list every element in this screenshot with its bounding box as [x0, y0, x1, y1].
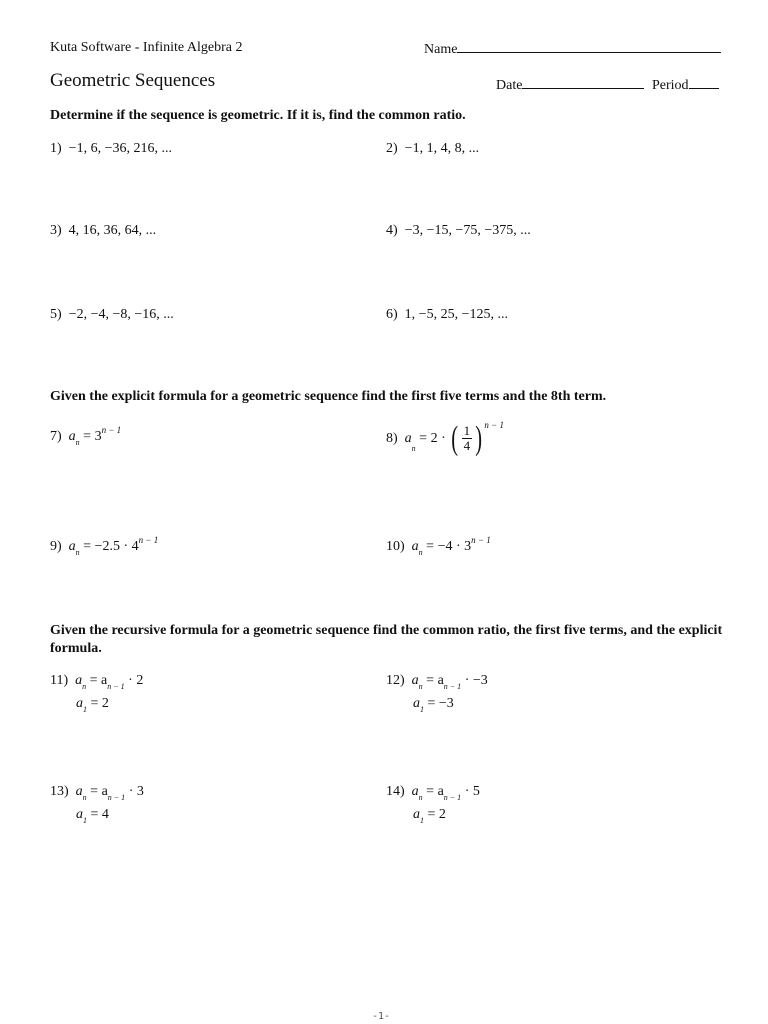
- problem-12-initial: $a_1 = -3$: [413, 696, 454, 714]
- section2-instruction: Given the explicit formula for a geometric sequence find the first five terms and the 8th term.: [50, 389, 607, 404]
- problem-12: 12) $a_n = a_{n - 1} \cdot -3$: [386, 673, 488, 691]
- publisher-label: Kuta Software - Infinite Algebra 2: [50, 40, 243, 55]
- problem-13: 13) $a_n = a_{n - 1} \cdot 3$: [50, 784, 144, 802]
- period-label: Period: [652, 78, 689, 93]
- problem-7: 7) $a_n = 3^{n - 1}$: [50, 425, 122, 447]
- problem-5: 5) −2, −4, −8, −16, ...: [50, 307, 174, 322]
- problem-2: 2) −1, 1, 4, 8, ...: [386, 141, 480, 156]
- problem-14-initial: $a_1 = 2$: [413, 807, 446, 825]
- problem-11: 11) $a_n = a_{n - 1} \cdot 2$: [50, 673, 144, 691]
- name-field[interactable]: [424, 40, 721, 58]
- date-blank[interactable]: [522, 76, 644, 89]
- page-number: -1-: [372, 1011, 391, 1022]
- date-field[interactable]: [496, 76, 644, 94]
- section1-instruction: Determine if the sequence is geometric. If it is, find the common ratio.: [50, 108, 466, 123]
- problem-13-initial: $a_1 = 4$: [76, 807, 109, 825]
- problem-4: 4) −3, −15, −75, −375, ...: [386, 223, 531, 238]
- problem-1: 1) −1, 6, −36, 216, ...: [50, 141, 172, 156]
- problem-11-initial: $a_1 = 2$: [76, 696, 109, 714]
- problem-9: 9) $a_n = -2.5 \cdot 4^{n - 1}$: [50, 535, 159, 557]
- name-label: Name: [424, 42, 458, 57]
- problem-14: 14) $a_n = a_{n - 1} \cdot 5$: [386, 784, 480, 802]
- section3-instruction: Given the recursive formula for a geometric sequence find the common ratio, the first five terms, and the explicit formula.: [50, 623, 723, 656]
- problem-6: 6) 1, −5, 25, −125, ...: [386, 307, 508, 322]
- period-field[interactable]: [652, 76, 719, 94]
- fraction-one-fourth: $\frac{1}{4}$: [463, 423, 471, 454]
- problem-8: 8) $a_n = 2$ · ( $\frac{1}{4}$ ) $^{n - 1}$: [386, 419, 504, 457]
- date-label: Date: [496, 78, 523, 93]
- problem-3: 3) 4, 16, 36, 64, ...: [50, 223, 157, 238]
- problem-10: 10) $a_n = -4 \cdot 3^{n - 1}$: [386, 535, 491, 557]
- period-blank[interactable]: [689, 76, 719, 89]
- name-blank[interactable]: [457, 40, 721, 53]
- page-title: Geometric Sequences: [50, 70, 216, 91]
